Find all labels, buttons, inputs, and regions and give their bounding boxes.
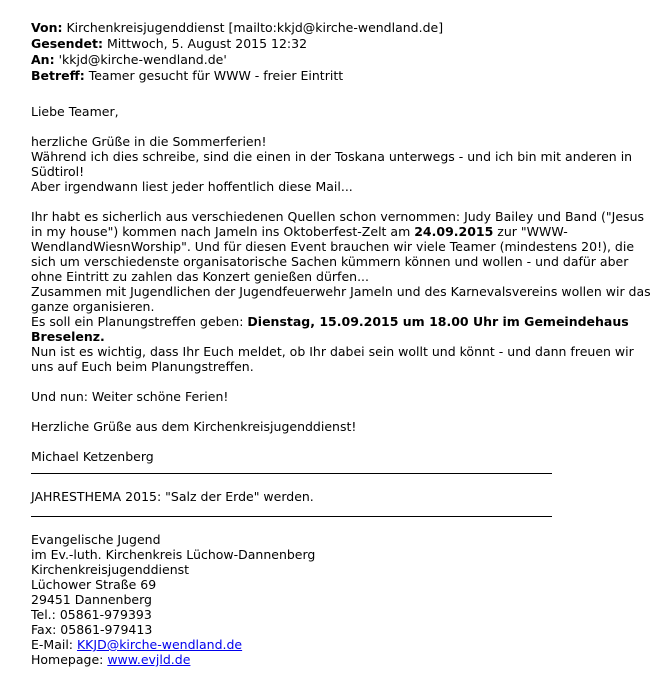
sender-name: Michael Ketzenberg — [31, 449, 154, 464]
text-line: Südtirol! — [31, 164, 85, 179]
sent-label: Gesendet: — [31, 36, 103, 51]
signature-line: Lüchower Straße 69 — [31, 577, 157, 592]
header-to — [31, 52, 443, 68]
email-label: E-Mail: — [31, 637, 77, 652]
event-date: 24.09.2015 — [414, 224, 494, 239]
sent-value: Mittwoch, 5. August 2015 12:32 — [106, 36, 308, 51]
paragraph-event — [31, 209, 651, 374]
email-link[interactable]: KKJD@kirche-wendland.de — [76, 637, 243, 652]
from-value: Kirchenkreisjugenddienst [mailto:kkjd@kirche-wendland.de] — [66, 20, 444, 35]
divider — [31, 516, 552, 517]
text-line: Während ich dies schreibe, sind die einen in der Toskana unterwegs - und ich bin mit anderen in — [31, 149, 633, 164]
from-label: Von: — [31, 20, 63, 35]
text-line: ganze organisieren. — [31, 299, 155, 314]
paragraph-greetings: Herzliche Grüße aus dem Kirchenkreisjugenddienst! — [31, 419, 357, 434]
text-line: herzliche Grüße in die Sommerferien! — [31, 134, 267, 149]
text-line — [31, 329, 641, 344]
email-header — [31, 20, 443, 84]
text-line: Zusammen mit Jugendlichen der Jugendfeuerwehr Jameln und des Karnevalsvereins wollen wir das — [31, 284, 651, 299]
text-line: Nun ist es wichtig, dass Ihr Euch meldet, ob Ihr dabei sein wollt und könnt - und dann freuen wir — [31, 344, 634, 359]
signature-line: Fax: 05861-979413 — [31, 622, 153, 637]
text-line: Ihr habt es sicherlich aus verschiedenen Quellen schon vernommen: Judy Bailey und Band ("Jesus — [31, 209, 645, 224]
signature-homepage — [31, 652, 315, 667]
header-subject — [31, 68, 443, 84]
signature-block — [31, 532, 315, 667]
text-span: in my house") kommen nach Jameln ins Oktoberfest-Zelt am — [31, 224, 415, 239]
signature-line: Evangelische Jugend — [31, 532, 161, 547]
text-line — [31, 224, 641, 239]
signature-line: Tel.: 05861-979393 — [31, 607, 152, 622]
text-line: ohne Eintritt zu zahlen das Konzert genießen dürfen... — [31, 269, 369, 284]
greeting: Liebe Teamer, — [31, 104, 119, 119]
to-label: An: — [31, 52, 55, 67]
text-span: Es soll ein Planungstreffen geben: — [31, 314, 248, 329]
text-span: zur "WWW- — [493, 224, 568, 239]
header-sent — [31, 36, 443, 52]
signature-email — [31, 637, 315, 652]
signature-line: 29451 Dannenberg — [31, 592, 152, 607]
paragraph-intro — [31, 134, 641, 194]
subject-value: Teamer gesucht für WWW - freier Eintritt — [88, 68, 344, 83]
signature-line: Kirchenkreisjugenddienst — [31, 562, 190, 577]
paragraph-holidays: Und nun: Weiter schöne Ferien! — [31, 389, 229, 404]
annual-theme: JAHRESTHEMA 2015: "Salz der Erde" werden. — [31, 489, 314, 504]
subject-label: Betreff: — [31, 68, 85, 83]
text-line: Aber irgendwann liest jeder hoffentlich diese Mail... — [31, 179, 353, 194]
to-value: 'kkjd@kirche-wendland.de' — [58, 52, 227, 67]
text-line: uns auf Euch beim Planungstreffen. — [31, 359, 254, 374]
divider — [31, 473, 552, 474]
text-line — [31, 314, 641, 329]
meeting-date: Dienstag, 15.09.2015 um 18.00 Uhr im Gemeindehaus — [247, 314, 629, 329]
homepage-link[interactable]: www.evjld.de — [107, 652, 191, 667]
meeting-place: Breselenz. — [31, 329, 105, 344]
text-line: WendlandWiesnWorship". Und für diesen Event brauchen wir viele Teamer (mindestens 20!), die — [31, 239, 635, 254]
signature-line: im Ev.-luth. Kirchenkreis Lüchow-Dannenberg — [31, 547, 316, 562]
header-from — [31, 20, 443, 36]
email-body — [31, 104, 651, 464]
homepage-label: Homepage: — [31, 652, 108, 667]
text-line: sich um verschiedenste organisatorische Sachen kümmern können und wollen - und dafür aber — [31, 254, 629, 269]
